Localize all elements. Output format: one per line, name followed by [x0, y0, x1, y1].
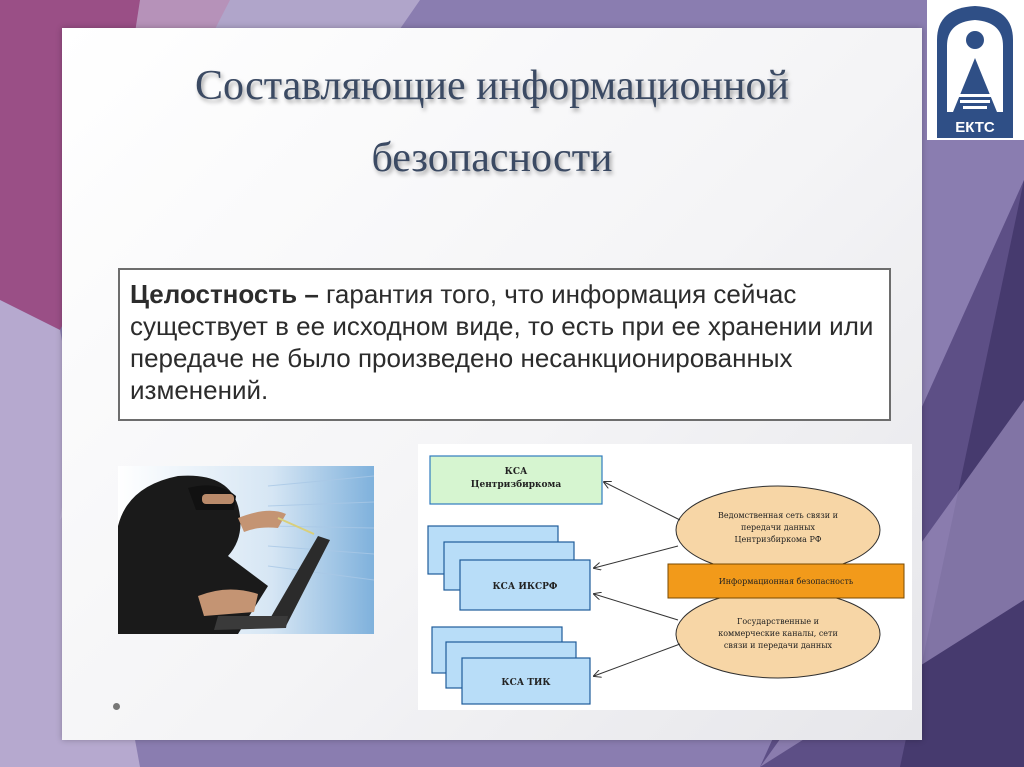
dept-network-line2: передачи данных: [740, 523, 816, 532]
ksa-central-label-2: Центризбиркома: [470, 480, 562, 490]
slide-title: [62, 50, 922, 194]
ksa-central-label-1: КСА: [504, 467, 528, 477]
definition-box: [118, 268, 891, 421]
security-diagram: [418, 444, 912, 710]
ekts-logo: [927, 0, 1024, 140]
info-security-label: Информационная безопасность: [718, 577, 854, 586]
dept-network-line1: Ведомственная сеть связи и: [718, 511, 838, 520]
public-network-line2: коммерческие каналы, сети: [718, 629, 838, 638]
slide-title-line2: безопасности: [371, 135, 613, 181]
dept-network-line3: Центризбиркома РФ: [734, 535, 822, 544]
arrow-to-tik: [594, 644, 680, 676]
arrow-to-ikcrf: [594, 546, 678, 568]
hacker-photo: [118, 466, 374, 634]
public-network-line1: Государственные и: [737, 617, 819, 626]
arrow-to-ikcrf-2: [594, 594, 678, 620]
arrow-to-central: [604, 482, 680, 520]
definition-text: гарантия того, что информация сейчас существует в ее исходном виде, то есть при ее хранении или передаче не было произведено несанкционированных изменений.: [130, 279, 874, 405]
slide-title-line1: Составляющие информационной: [195, 63, 789, 109]
bullet-dot: [113, 703, 120, 710]
logo-text: ЕКТС: [955, 119, 995, 136]
definition-term: Целостность –: [130, 279, 319, 309]
public-network-line3: связи и передачи данных: [723, 641, 833, 650]
ksa-tik-label: КСА ТИК: [501, 678, 551, 688]
ksa-ikcrf-label: КСА ИКСРФ: [492, 582, 558, 592]
